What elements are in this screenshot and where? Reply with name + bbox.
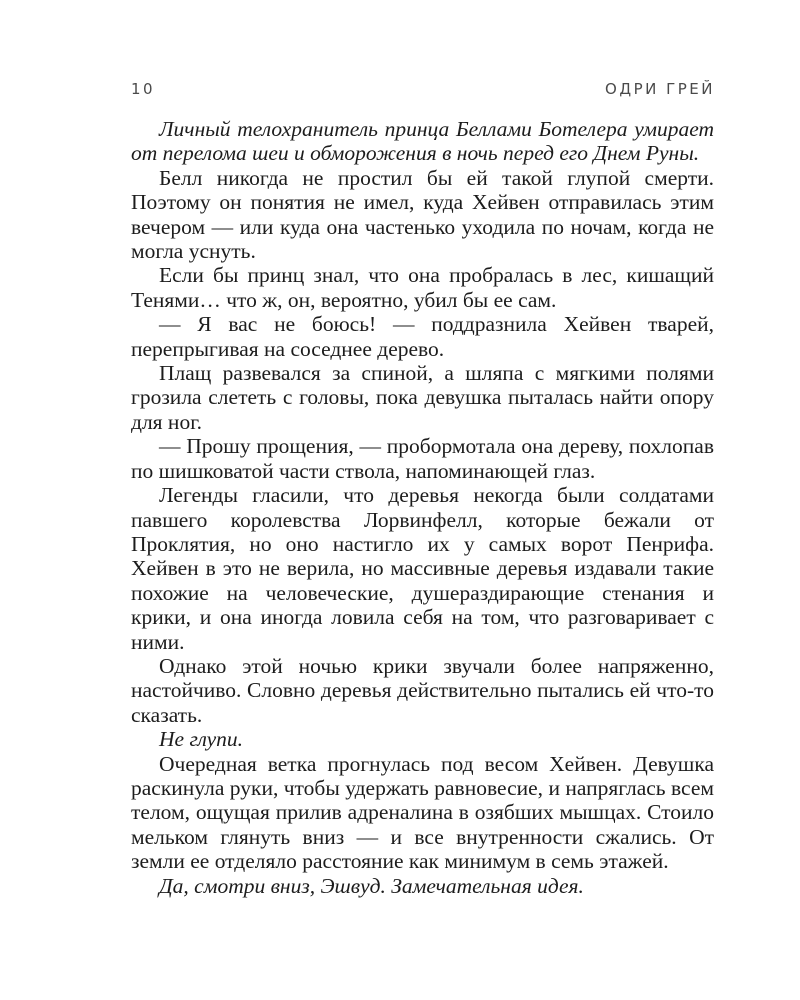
page-number: 10 [131,80,156,98]
body-text [131,117,714,898]
paragraph: Легенды гласили, что деревья некогда были солдатами павшего королевства Лорвинфелл, которые бежали от Проклятия, но оно настигло их у самых ворот Пенрифа. Хейвен в это не верила, но массивные деревья издавали такие похожие на человеческие, душераздирающие стенания и крики, и она иногда ловила себя на том, что разговаривает с ними. [131,483,714,654]
running-head [131,80,715,100]
paragraph: Очередная ветка прогнулась под весом Хейвен. Девушка раскинула руки, чтобы удержать равновесие, и напряглась всем телом, ощущая прилив адреналина в озябших мышцах. Стоило мельком глянуть вниз — и все внутренности сжались. От земли ее отделяло расстояние как минимум в семь этажей. [131,751,714,874]
paragraph: Белл никогда не простил бы ей такой глупой смерти. Поэтому он понятия не имел, куда Хейвен отправилась этим вечером — или куда она частенько уходила по ночам, когда не могла уснуть. [131,165,714,264]
paragraph: Если бы принц знал, что она пробралась в лес, кишащий Тенями… что ж, он, вероятно, убил бы ее сам. [131,263,714,312]
paragraph-italic: Личный телохранитель принца Беллами Ботелера умирает от перелома шеи и обморожения в ночь перед его Днем Руны. [131,117,714,166]
dialogue-paragraph: — Прошу прощения, — пробормотала она дереву, похлопав по шишковатой части ствола, напоминающей глаз. [131,434,714,483]
paragraph-italic: Не глупи. [159,727,244,752]
paragraph-italic: Да, смотри вниз, Эшвуд. Замечательная идея. [159,873,584,898]
dialogue-paragraph: — Я вас не боюсь! — поддразнила Хейвен тварей, перепрыгивая на соседнее дерево. [131,312,714,361]
paragraph: Плащ развевался за спиной, а шляпа с мягкими полями грозила слететь с головы, пока девушка пыталась найти опору для ног. [131,361,714,434]
book-author: ОДРИ ГРЕЙ [605,80,715,98]
paragraph: Однако этой ночью крики звучали более напряженно, настойчиво. Словно деревья действительно пытались ей что-то сказать. [131,653,714,727]
